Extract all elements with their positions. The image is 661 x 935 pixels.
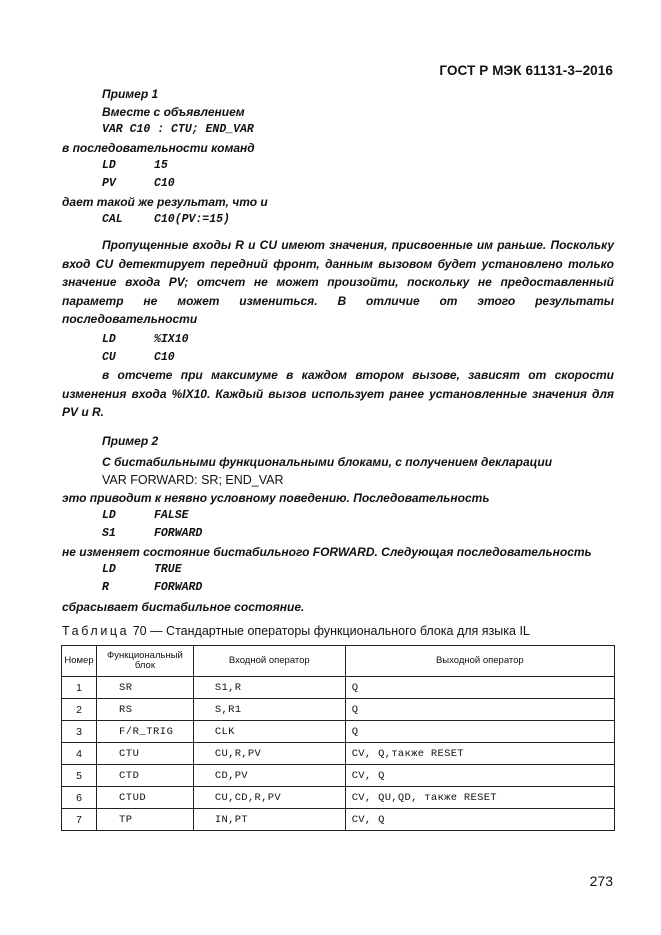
example1-code2-arg-2: C10 [154,351,175,364]
table-row [62,721,615,743]
example1-code1-arg-2: C10 [154,177,175,190]
cell-num: 6 [62,787,97,809]
example2-line2: не изменяет состояние бистабильного FORWARD. Следующая последовательность [62,545,592,559]
example2-code1-arg-1: FALSE [154,509,189,522]
header-out: Выходной оператор [345,646,614,677]
cell-out: CV, Q [345,809,614,831]
cell-out: Q [345,721,614,743]
table-row [62,787,615,809]
example1-code2-op-1: LD [102,333,116,346]
example1-seq-label: в последовательности команд [62,141,255,155]
cell-in: S1,R [193,677,345,699]
cell-fb: CTUD [96,787,193,809]
cell-fb: CTD [96,765,193,787]
example2-code2-op-2: R [102,581,109,594]
example2-code2-arg-1: TRUE [154,563,182,576]
cell-out: CV, Q [345,765,614,787]
example1-code1-op-2: PV [102,177,116,190]
example2-line3: сбрасывает бистабильное состояние. [62,600,305,614]
table-row [62,765,615,787]
example1-title: Пример 1 [102,87,159,101]
table-caption-text: 70 — Стандартные операторы функционального блока для языка IL [132,624,530,638]
cell-in: S,R1 [193,699,345,721]
cell-in: CU,CD,R,PV [193,787,345,809]
example2-title: Пример 2 [102,434,159,448]
cell-fb: F/R_TRIG [96,721,193,743]
cell-fb: TP [96,809,193,831]
cell-num: 2 [62,699,97,721]
header-fb: Функциональный блок [96,646,193,677]
cell-num: 3 [62,721,97,743]
standard-header: ГОСТ Р МЭК 61131-3–2016 [439,63,613,78]
example1-paragraph1: Пропущенные входы R и CU имеют значения, присвоенные им раньше. Поскольку вход CU детектирует передний фронт, данным вызовом будет установлено только значение входа PV; отсчет не может произойти, поскольку не предоставленный параметр не может измениться. В отличие от этого результаты последовательности [62,238,614,327]
table-caption-word: Таблица [62,624,130,638]
cell-fb: RS [96,699,193,721]
example2-code2-op-1: LD [102,563,116,576]
operators-table [61,645,615,831]
cell-num: 4 [62,743,97,765]
table-caption [62,624,530,638]
example1-intro: Вместе с объявлением [102,105,245,119]
example1-code1-arg-1: 15 [154,159,168,172]
table-header-row [62,646,615,677]
cell-in: CU,R,PV [193,743,345,765]
cell-in: IN,PT [193,809,345,831]
example1-paragraph2: в отсчете при максимуме в каждом втором вызове, зависят от скорости изменения входа %IX10. Каждый вызов использует ранее установленные значения для PV и R. [62,368,614,420]
example2-code1-op-1: LD [102,509,116,522]
example1-code2-op-2: CU [102,351,116,364]
example1-code2-arg-1: %IX10 [154,333,189,346]
example2-intro: С бистабильными функциональными блоками, с получением декларации [102,455,553,469]
cell-out: Q [345,677,614,699]
cell-fb: CTU [96,743,193,765]
cell-out: CV, Q,также RESET [345,743,614,765]
table-row [62,743,615,765]
cell-num: 1 [62,677,97,699]
header-num: Номер [62,646,97,677]
example2-code1-op-2: S1 [102,527,116,540]
cell-in: CD,PV [193,765,345,787]
example1-same-result: дает такой же результат, что и [62,195,268,209]
example2-line1: это приводит к неявно условному поведению. Последовательность [62,491,490,505]
table-row [62,699,615,721]
cell-num: 7 [62,809,97,831]
cell-fb: SR [96,677,193,699]
header-in: Входной оператор [193,646,345,677]
table-row [62,809,615,831]
page-number: 273 [589,873,613,889]
example1-call-op: CAL [102,213,123,226]
example2-code1-arg-2: FORWARD [154,527,203,540]
cell-out: CV, QU,QD, также RESET [345,787,614,809]
example1-declaration: VAR C10 : CTU; END_VAR [102,123,254,136]
example1-code1-op-1: LD [102,159,116,172]
example2-code2-arg-2: FORWARD [154,581,203,594]
cell-in: CLK [193,721,345,743]
cell-out: Q [345,699,614,721]
example1-call-arg: C10(PV:=15) [154,213,230,226]
table-row [62,677,615,699]
cell-num: 5 [62,765,97,787]
example2-declaration: VAR FORWARD: SR; END_VAR [102,473,284,487]
